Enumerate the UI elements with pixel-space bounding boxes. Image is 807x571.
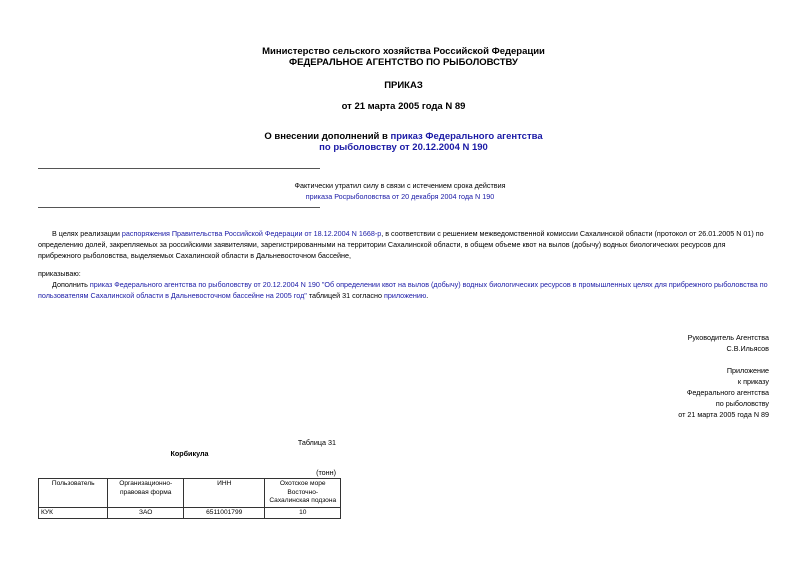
divider-bottom xyxy=(38,207,320,208)
agency-heading: ФЕДЕРАЛЬНОЕ АГЕНТСТВО ПО РЫБОЛОВСТВУ xyxy=(289,57,518,68)
table-header-row xyxy=(39,479,341,508)
table-title: Корбикула xyxy=(170,449,209,458)
table-header-cell: Пользователь xyxy=(39,479,108,508)
table-cell: КУК xyxy=(39,507,108,519)
p2-end: . xyxy=(426,291,429,300)
appendix-line-3: Федерального агентства xyxy=(686,388,769,397)
table-row xyxy=(39,507,341,519)
table-cell: ЗАО xyxy=(108,507,184,519)
body-paragraph-2 xyxy=(38,279,769,301)
doc-title-line2[interactable]: по рыболовству от 20.12.2004 N 190 xyxy=(319,142,488,153)
table-header-cell: Охотское море Восточно-Сахалинская подзона xyxy=(265,479,341,508)
table-cell: 10 xyxy=(265,507,341,519)
body-paragraph-1 xyxy=(38,228,769,261)
status-link[interactable]: приказа Росрыболовства от 20 декабря 2004 года N 190 xyxy=(305,192,495,201)
appendix-line-2: к приказу xyxy=(737,377,769,386)
ministry-heading: Министерство сельского хозяйства Российской Федерации xyxy=(262,46,545,57)
divider-top xyxy=(38,168,320,169)
signature-position: Руководитель Агентства xyxy=(687,333,769,342)
amended-order-link[interactable]: приказ Федерального агентства по рыболовству от 20.12.2004 N 190 "Об определении квот на вылов (добычу) водных биологических ресурсов в промышленных целях для прибрежного рыболовства по пользователям Сахалинской области в Дальневосточном бассейне на 2005 год" xyxy=(38,280,768,300)
p2-mid: таблицей 31 согласно xyxy=(306,291,384,300)
government-order-link[interactable]: распоряжения Правительства Российской Федерации от 18.12.2004 N 1668-р xyxy=(121,229,382,238)
appendix-line-5: от 21 марта 2005 года N 89 xyxy=(678,410,769,419)
p1-rest: , в соответствии с решением межведомственной комиссии Сахалинской области (протокол от 26.01.2005 N 01) по определению долей, закрепляемых за российскими заявителями, зарегистрированными на территории Сахалинской области, в общем объеме квот на вылов (добычу) водных биологических ресурсов для прибрежного рыболовства, выделяемых Сахалинской области в Дальневосточном бассейне, xyxy=(38,229,764,260)
p2-intro: Дополнить xyxy=(52,280,90,289)
p1-intro: В целях реализации xyxy=(52,229,122,238)
status-text: Фактически утратил силу в связи с истечением срока действия xyxy=(294,181,506,190)
appendix-link[interactable]: приложению xyxy=(383,291,427,300)
signature-name: С.В.Ильясов xyxy=(726,344,769,353)
order-word: приказываю: xyxy=(38,269,81,278)
doc-title-line1 xyxy=(0,131,807,142)
quota-table xyxy=(38,478,341,519)
appendix-line-1: Приложение xyxy=(726,366,769,375)
appendix-line-4: по рыболовству xyxy=(715,399,769,408)
table-label: Таблица 31 xyxy=(297,438,336,447)
doc-type-heading: ПРИКАЗ xyxy=(384,80,423,91)
table-header-cell: ИНН xyxy=(183,479,265,508)
doc-title-prefix: О внесении дополнений в xyxy=(264,131,391,142)
table-cell: 6511001799 xyxy=(183,507,265,519)
table-unit: (тонн) xyxy=(316,468,336,477)
table-header-cell: Организационно-правовая форма xyxy=(108,479,184,508)
title-order-link[interactable]: приказ Федерального агентства xyxy=(390,131,543,142)
doc-date-number: от 21 марта 2005 года N 89 xyxy=(341,101,466,112)
